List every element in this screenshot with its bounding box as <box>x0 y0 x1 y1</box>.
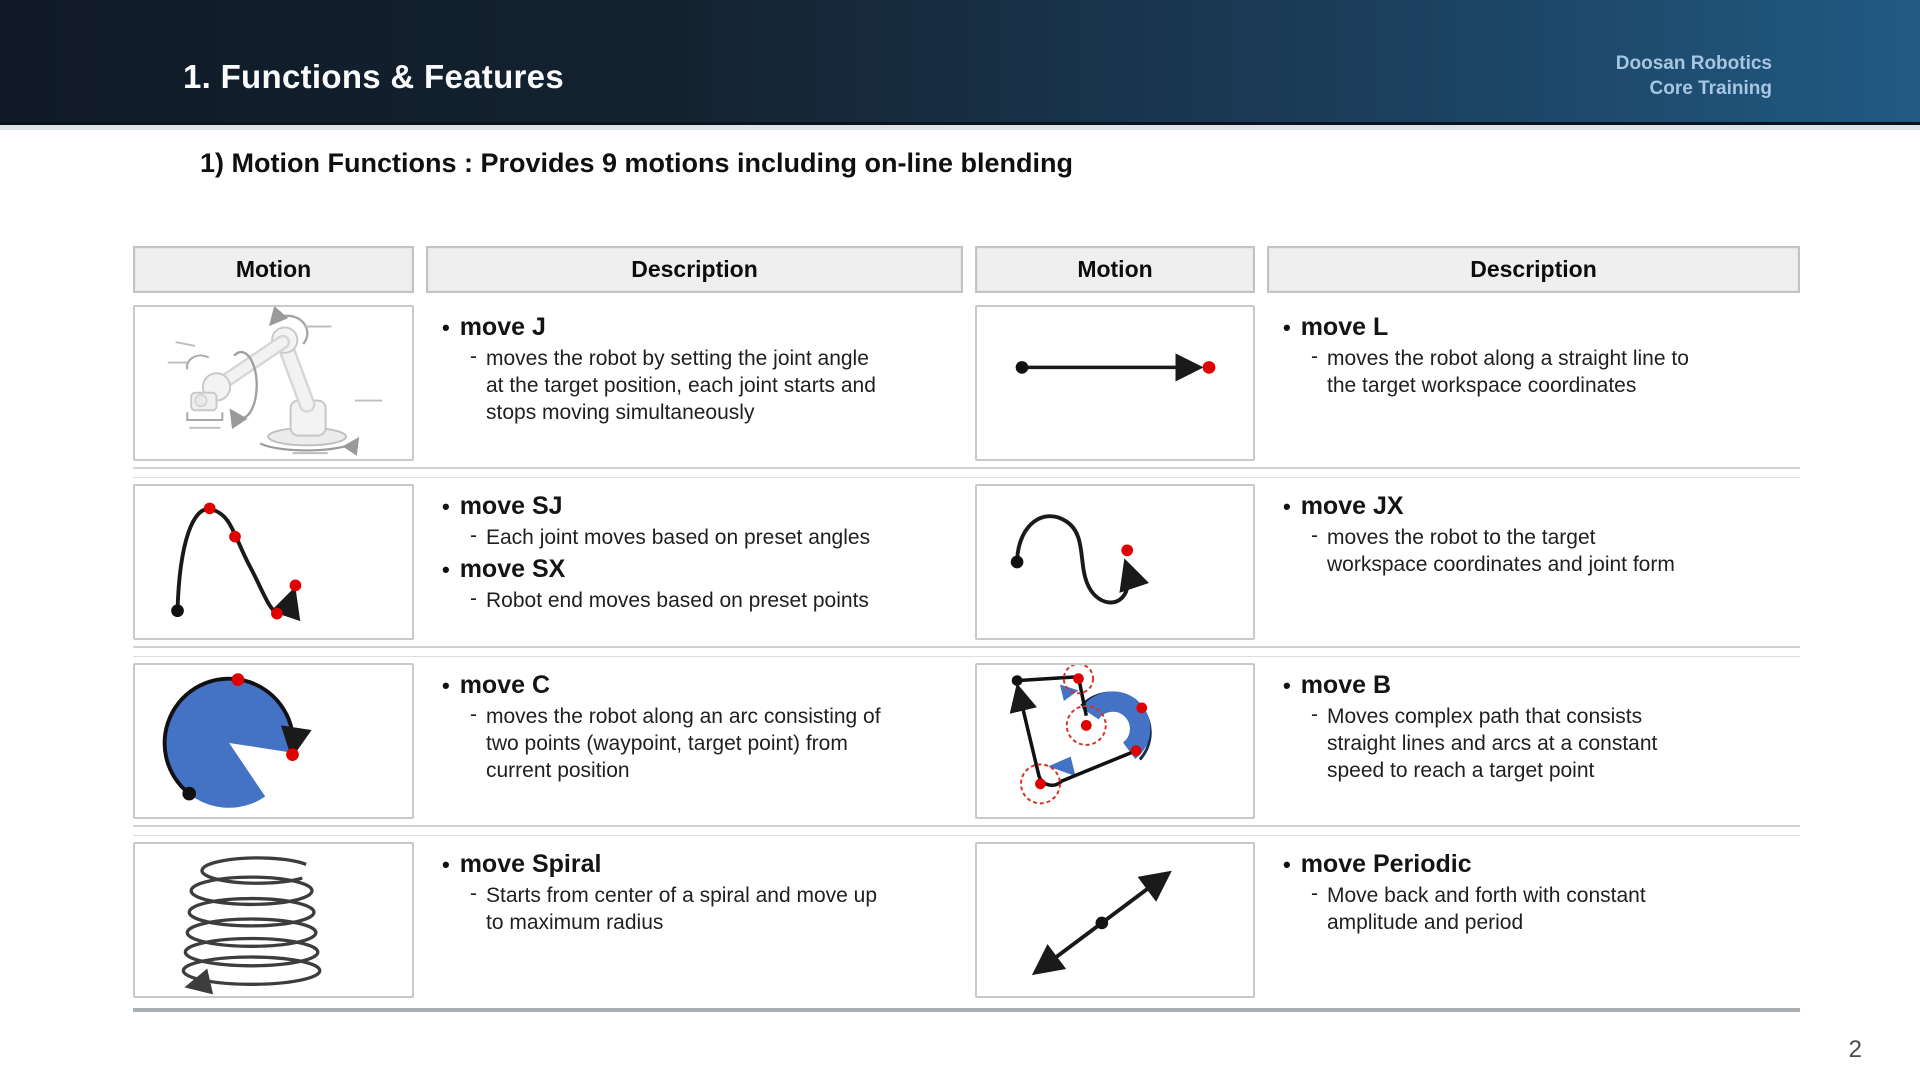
bullet-icon: • <box>1283 673 1291 698</box>
waypoint <box>271 608 283 620</box>
table-row <box>133 838 1800 1002</box>
motion-name: move Periodic <box>1300 850 1472 878</box>
row-separator <box>133 646 1800 657</box>
column-header-motion-2: Motion <box>975 246 1255 293</box>
slide-header-band <box>0 0 1920 125</box>
spiral-end-arrow <box>189 981 210 986</box>
end-point <box>1012 675 1023 686</box>
motion-functions-table <box>133 246 1800 1012</box>
target-point <box>290 580 302 592</box>
bullet-icon: • <box>442 315 450 340</box>
motion-image-move-spiral <box>133 842 414 998</box>
waypoint <box>232 673 245 686</box>
description-cell-move-sj-sx <box>426 484 963 640</box>
start-point <box>1011 556 1024 569</box>
bullet-icon: • <box>1283 852 1291 877</box>
target-point <box>1121 544 1133 556</box>
blend-wedge <box>1048 757 1075 776</box>
page-number: 2 <box>1848 1036 1862 1063</box>
blended-path-motion-diagram <box>977 665 1253 817</box>
bullet-icon: • <box>1283 315 1291 340</box>
spline-path <box>178 509 294 613</box>
straight-line-motion-diagram <box>977 307 1253 459</box>
motion-name: move SX <box>459 555 566 584</box>
table-header-row <box>133 246 1800 293</box>
motion-name: move L <box>1300 313 1389 341</box>
page-title: 1. Functions & Features <box>183 58 564 95</box>
motion-name: move JX <box>1300 492 1404 520</box>
wrist-small-arrow <box>187 355 209 369</box>
blend-wedge <box>1060 684 1079 701</box>
motion-entry <box>442 492 963 551</box>
bullet-icon: • <box>442 852 450 877</box>
motion-image-move-j <box>133 305 414 461</box>
wrist-bracket <box>187 412 222 420</box>
motion-name: move B <box>1300 671 1392 699</box>
row-separator <box>133 825 1800 836</box>
dash-icon: - <box>470 523 477 547</box>
robot-upper-link <box>219 342 282 385</box>
motion-image-move-periodic <box>975 842 1255 998</box>
bullet-icon: • <box>442 494 450 519</box>
dash-icon: - <box>1311 344 1318 368</box>
bullet-icon: • <box>1283 494 1291 519</box>
motion-description: moves the robot along a straight line to the target workspace coordinates <box>1327 346 1689 398</box>
start-point <box>182 787 196 801</box>
motion-name: move C <box>459 671 551 699</box>
motion-image-move-c <box>133 663 414 819</box>
motion-entry <box>1283 850 1800 936</box>
waypoint <box>1131 745 1142 756</box>
brand-line-2: Core Training <box>1649 77 1772 99</box>
dash-icon: - <box>470 586 477 610</box>
spline-waypoints-diagram <box>135 486 412 638</box>
motion-entry <box>1283 313 1800 399</box>
motion-description: Robot end moves based on preset points <box>486 588 869 612</box>
motion-name: move J <box>459 313 546 341</box>
table-bottom-border <box>133 1008 1800 1012</box>
motion-description: Moves complex path that consists straight lines and arcs at a constant speed to reach a target point <box>1327 704 1658 783</box>
description-cell-move-jx <box>1267 484 1800 640</box>
description-cell-move-j <box>426 305 963 461</box>
waypoint <box>1073 673 1084 684</box>
s-curve-path <box>1017 516 1129 602</box>
motion-description: moves the robot to the target workspace coordinates and joint form <box>1327 525 1675 577</box>
table-row <box>133 480 1800 644</box>
target-point <box>286 748 299 761</box>
bullet-icon: • <box>442 673 450 698</box>
periodic-motion-diagram <box>977 844 1253 996</box>
dash-icon: - <box>1311 523 1318 547</box>
motion-image-move-l <box>975 305 1255 461</box>
spiral-coils <box>183 858 319 984</box>
motion-description: moves the robot along an arc consisting of two points (waypoint, target point) from current position <box>486 704 881 783</box>
start-point <box>171 604 184 617</box>
bullet-icon: • <box>442 557 450 583</box>
description-cell-move-spiral <box>426 842 963 998</box>
dash-icon: - <box>470 881 477 905</box>
dash-icon: - <box>470 702 477 726</box>
motion-description: moves the robot by setting the joint angle at the target position, each joint starts and stops moving simultaneously <box>486 346 876 425</box>
description-cell-move-l <box>1267 305 1800 461</box>
motion-entry <box>442 671 963 785</box>
motion-name: move Spiral <box>459 850 602 878</box>
center-point <box>1096 917 1109 930</box>
waypoint <box>1035 779 1046 790</box>
s-curve-motion-diagram <box>977 486 1253 638</box>
spiral-motion-diagram <box>135 844 412 996</box>
table-row <box>133 659 1800 823</box>
brand-line-1: Doosan Robotics <box>1615 53 1772 74</box>
row-separator <box>133 467 1800 478</box>
description-cell-move-b <box>1267 663 1800 819</box>
motion-description: Each joint moves based on preset angles <box>486 525 871 549</box>
motion-image-move-sj-sx <box>133 484 414 640</box>
motion-image-move-b <box>975 663 1255 819</box>
section-subtitle: 1) Motion Functions : Provides 9 motions including on-line blending <box>200 148 1073 178</box>
motion-name: move SJ <box>459 492 563 520</box>
dash-icon: - <box>1311 702 1318 726</box>
description-cell-move-c <box>426 663 963 819</box>
oscillation-arrow-up <box>1102 874 1167 923</box>
waypoint <box>204 503 216 515</box>
start-point <box>1016 361 1029 374</box>
motion-entry <box>1283 492 1800 578</box>
motion-image-move-jx <box>975 484 1255 640</box>
brand-text <box>1616 52 1772 101</box>
motion-entry <box>442 313 963 427</box>
waypoint <box>229 531 241 543</box>
waypoint <box>1081 720 1092 731</box>
robot-arm-joint-rotation-diagram <box>135 307 412 459</box>
column-header-description-2: Description <box>1267 246 1800 293</box>
oscillation-arrow-down <box>1037 923 1102 972</box>
motion-description: Move back and forth with constant amplitude and period <box>1327 883 1646 935</box>
arc-sector-motion-diagram <box>135 665 412 817</box>
dash-icon: - <box>470 344 477 368</box>
waypoint <box>1136 703 1147 714</box>
motion-entry <box>1283 671 1800 785</box>
table-row <box>133 301 1800 465</box>
dash-icon: - <box>1311 881 1318 905</box>
description-cell-move-periodic <box>1267 842 1800 998</box>
column-header-motion-1: Motion <box>133 246 414 293</box>
target-point <box>1203 361 1216 374</box>
header-divider <box>0 125 1920 130</box>
motion-entry <box>442 850 963 936</box>
column-header-description-1: Description <box>426 246 963 293</box>
motion-description: Starts from center of a spiral and move up to maximum radius <box>486 883 878 935</box>
motion-entry <box>442 555 963 614</box>
